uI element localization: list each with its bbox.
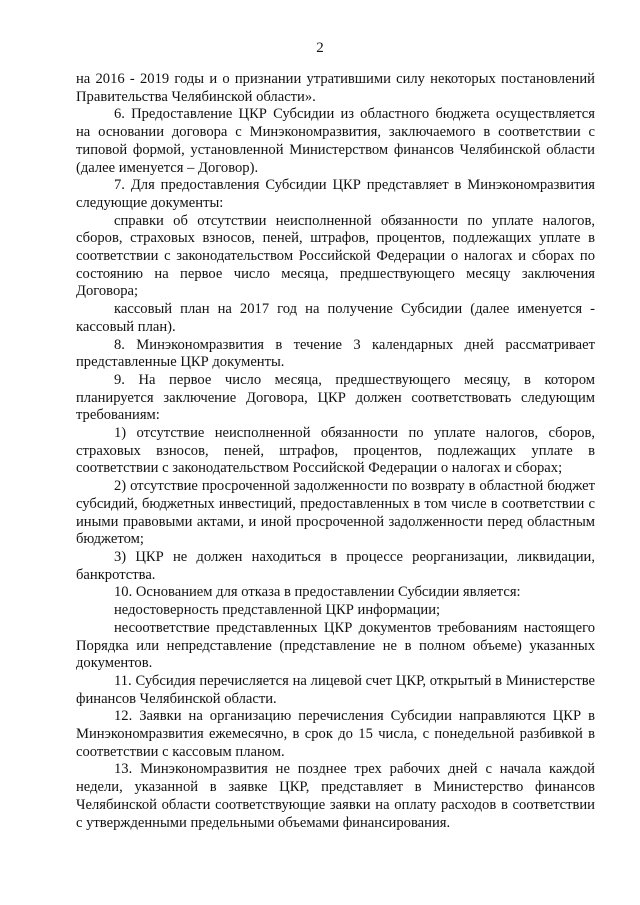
paragraph-item-11: 11. Субсидия перечисляется на лицевой счет ЦКР, открытый в Министерстве финансов Челябинской области. bbox=[76, 672, 595, 707]
paragraph-item-8: 8. Минэкономразвития в течение 3 календарных дней рассматривает представленные ЦКР документы. bbox=[76, 336, 595, 371]
paragraph-item-10-reason-2: несоответствие представленных ЦКР документов требованиям настоящего Порядка или непредставление (представление не в полном объеме) указанных документов. bbox=[76, 619, 595, 672]
paragraph-item-6: 6. Предоставление ЦКР Субсидии из областного бюджета осуществляется на основании договора с Минэкономразвития, заключаемого в соответствии с типовой формой, установленной Министерством финансов Челябинской области (далее именуется – Договор). bbox=[76, 106, 595, 176]
paragraph-continuation: на 2016 - 2019 годы и о признании утратившими силу некоторых постановлений Правительства Челябинской области». bbox=[76, 71, 595, 105]
paragraph-item-13: 13. Минэкономразвития не позднее трех рабочих дней с начала каждой недели, указанной в заявке ЦКР, представляет в Министерство финансов Челябинской области соответствующие заявки на оплату расходов в соответствии с утвержденными предельными объемами финансирования. bbox=[76, 761, 595, 831]
paragraph-item-7: 7. Для предоставления Субсидии ЦКР представляет в Минэкономразвития следующие документы: bbox=[76, 177, 595, 211]
paragraph-item-7-cash-plan: кассовый план на 2017 год на получение Субсидии (далее именуется - кассовый план). bbox=[76, 301, 595, 335]
paragraph-item-10-reason-1: недостоверность представленной ЦКР информации; bbox=[114, 602, 441, 619]
paragraph-item-9-req-3: 3) ЦКР не должен находиться в процессе реорганизации, ликвидации, банкротства. bbox=[76, 548, 595, 583]
paragraph-item-7-certificates: справки об отсутствии неисполненной обязанности по уплате налогов, сборов, страховых взносов, пеней, штрафов, процентов, подлежащих уплате в соответствии с законодательством Российской Федерации о налогах и сборах по состоянию на первое число месяца, предшествующего месяцу заключения Договора; bbox=[76, 212, 595, 300]
paragraph-item-9-req-1: 1) отсутствие неисполненной обязанности по уплате налогов, сборов, страховых взносов, пеней, штрафов, процентов, подлежащих уплате в соответствии с законодательством Российской Федерации о налогах и сборах; bbox=[76, 425, 595, 477]
paragraph-item-12: 12. Заявки на организацию перечисления Субсидии направляются ЦКР в Минэкономразвития ежемесячно, в срок до 15 числа, с понедельной разбивкой в соответствии с кассовым планом. bbox=[76, 708, 595, 760]
paragraph-item-10: 10. Основанием для отказа в предоставлении Субсидии является: bbox=[114, 584, 521, 601]
paragraph-item-9: 9. На первое число месяца, предшествующего месяцу, в котором планируется заключение Договора, ЦКР должен соответствовать следующим требованиям: bbox=[76, 371, 595, 424]
document-body bbox=[76, 71, 595, 832]
page-number: 2 bbox=[316, 40, 324, 56]
paragraph-item-9-req-2: 2) отсутствие просроченной задолженности по возврату в областной бюджет субсидий, бюджетных инвестиций, предоставленных в том числе в соответствии с иными правовыми актами, и иной просроченной задолженности перед областным бюджетом; bbox=[76, 478, 595, 548]
